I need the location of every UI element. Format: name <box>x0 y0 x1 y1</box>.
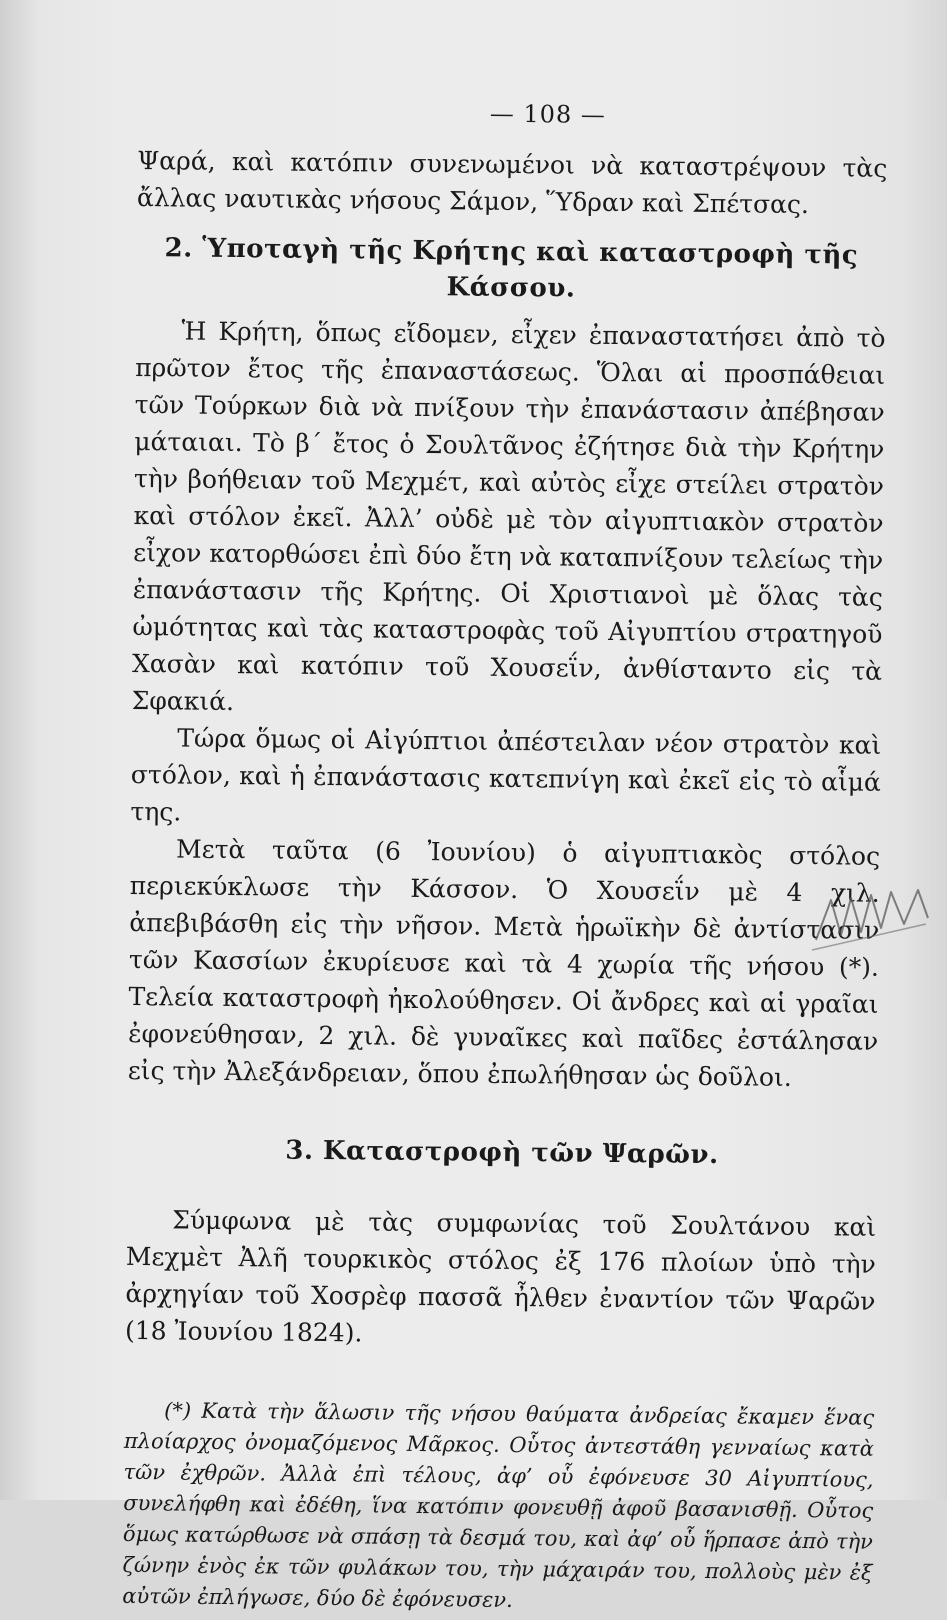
pencil-mark <box>806 880 936 960</box>
page-number: — 108 — <box>489 99 607 129</box>
section-heading-crete: 2. Ὑποταγὴ τῆς Κρήτης καὶ καταστροφὴ τῆς Κάσσου. <box>164 233 859 304</box>
paragraph-kasos: Μετὰ ταῦτα (6 Ἰουνίου) ὁ αἰγυπτιακὸς στόλος περιεκύκλωσε τὴν Κάσσον. Ὁ Χουσεΐν μὲ 4 χιλ. ἀπεβιβάσθη εἰς τὴν νῆσον. Μετὰ ἡρωϊκὴν δὲ ἀντίστασιν τῶν Κασσίων ἐκυρίευσε καὶ τὰ 4 χωρία τῆς νήσου (*). Τελεία καταστροφὴ ἠκολούθησεν. Οἱ ἄνδρες καὶ αἱ γραῖαι ἐφονεύθησαν, 2 χιλ. δὲ γυναῖκες καὶ παῖδες ἐστάλησαν εἰς τὴν Ἀλεξάνδρειαν, ὅπου ἐπωλήθησαν ὡς δοῦλοι. <box>127 834 881 1092</box>
paragraph-crete-1: Ἡ Κρήτη, ὅπως εἴδομεν, εἶχεν ἐπαναστατήσει ἀπὸ τὸ πρῶτον ἔτος τῆς ἐπαναστάσεως. Ὅλαι αἱ προσπάθειαι τῶν Τούρκων διὰ νὰ πνίξουν τὴν ἐπανάστασιν ἀπέβησαν μάταιαι. Τὸ β΄ ἔτος ὁ Σουλτᾶνος ἐζήτησε διὰ τὴν Κρήτην τὴν βοήθειαν τοῦ Μεχμέτ, καὶ αὐτὸς εἶχε στείλει στρατὸν καὶ στόλον ἐκεῖ. Ἀλλ’ οὐδὲ μὲ τὸν αἰγυπτιακὸν στρατὸν εἶχον κατορθώσει ἐπὶ δύο ἔτη νὰ καταπνίξουν τελείως τὴν ἐπανάστασιν τῆς Κρήτης. Οἱ Χριστιανοὶ μὲ ὅλας τὰς ὠμότητας καὶ τὰς καταστροφὰς τοῦ Αἰγυπτίου στρατηγοῦ Χασὰν καὶ κατόπιν τοῦ Χουσεΐν, ἀνθίσταντο εἰς τὰ Σφακιά. <box>131 316 886 717</box>
paragraph-intro: Ψαρά, καὶ κατόπιν συνενωμένοι νὰ καταστρέψουν τὰς ἄλλας ναυτικὰς νήσους Σάμον, Ὕδραν καὶ Σπέτσας. <box>136 145 888 220</box>
footnote: (*) Κατὰ τὴν ἅλωσιν τῆς νήσου θαύματα ἀνδρείας ἔκαμεν ἕνας πλοίαρχος ὀνομαζόμενος Μᾶρκος. Οὗτος ἀντεστάθη γενναίως κατὰ τῶν ἐχθρῶν. Ἀλλὰ ἐπὶ τέλους, ἀφ’ οὗ ἐφόνευσε 30 Αἰγυπτίους, συνελήφθη καὶ ἐδέθη, ἵνα κατόπιν φονευθῇ ἀφοῦ βασανισθῇ. Οὗτος ὅμως κατώρθωσε νὰ σπάσῃ τὰ δεσμά του, καὶ ἀφ’ οὗ ἥρπασε ἀπὸ τὴν ζώνην ἑνὸς ἐκ τῶν φυλάκων του, τὴν μάχαιράν του, πολλοὺς μὲν ἐξ αὐτῶν ἐπλήγωσε, δύο δὲ ἐφόνευσεν. <box>122 1398 875 1613</box>
paragraph-crete-2: Τώρα ὅμως οἱ Αἰγύπτιοι ἀπέστειλαν νέον στρατὸν καὶ στόλον, καὶ ἡ ἐπανάστασις κατεπνίγη καὶ ἐκεῖ εἰς τὸ αἷμά της. <box>130 723 882 827</box>
paragraph-psara: Σύμφωνα μὲ τὰς συμφωνίας τοῦ Σουλτάνου καὶ Μεχμὲτ Ἀλῆ τουρκικὸς στόλος ἐξ 176 πλοίων ὑπὸ τὴν ἀρχηγίαν τοῦ Χοσρὲφ πασσᾶ ἦλθεν ἐναντίον τῶν Ψαρῶν (18 Ἰουνίου 1824). <box>124 1205 877 1348</box>
section-heading-psara: 3. Καταστροφὴ τῶν Ψαρῶν. <box>285 1135 719 1171</box>
page-content <box>122 96 888 1620</box>
